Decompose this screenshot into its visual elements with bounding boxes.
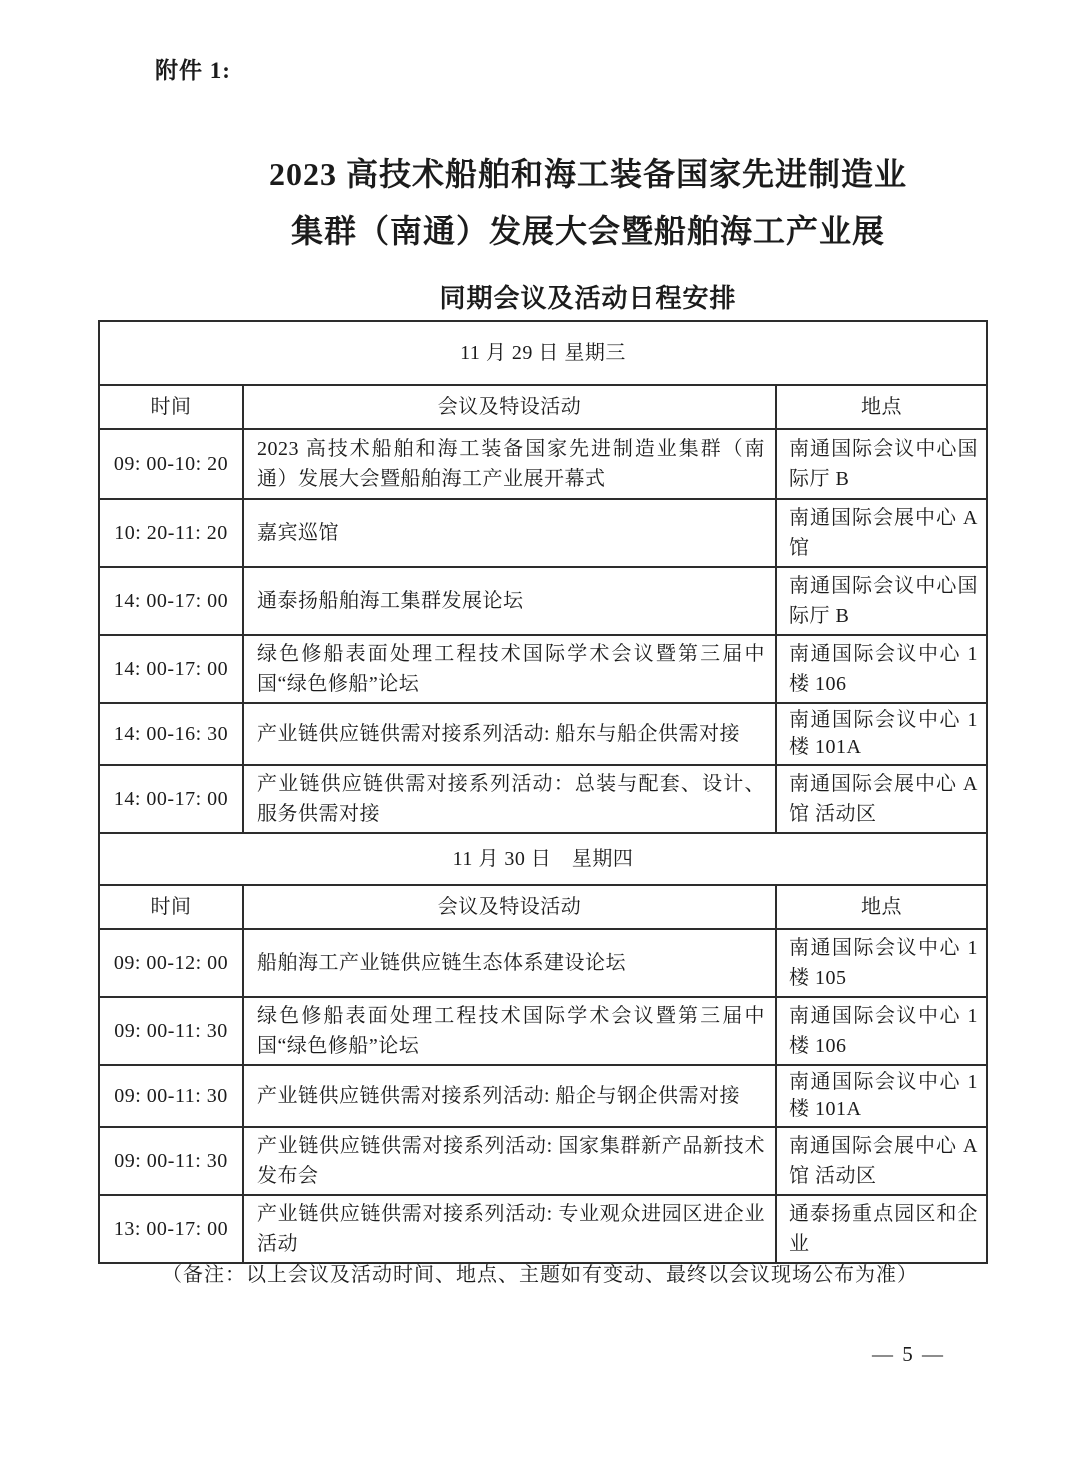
event-cell: 产业链供应链供需对接系列活动: 船东与船企供需对接 (243, 703, 776, 765)
day2-date-header: 11 月 30 日 星期四 (99, 833, 987, 885)
column-header-time: 时间 (99, 385, 243, 429)
location-cell: 南通国际会展中心 A 馆 (776, 499, 987, 567)
page-number: — 5 — (872, 1342, 945, 1366)
time-cell: 09: 00-10: 20 (99, 429, 243, 499)
time-cell: 14: 00-17: 00 (99, 765, 243, 833)
time-cell: 14: 00-16: 30 (99, 703, 243, 765)
table-row (99, 429, 987, 499)
attachment-label: 附件 1: (155, 58, 231, 83)
table-row (99, 765, 987, 833)
time-cell: 13: 00-17: 00 (99, 1195, 243, 1263)
time-cell: 09: 00-12: 00 (99, 929, 243, 997)
event-cell: 绿色修船表面处理工程技术国际学术会议暨第三届中国“绿色修船”论坛 (243, 997, 776, 1065)
location-cell: 通泰扬重点园区和企业 (776, 1195, 987, 1263)
time-cell: 09: 00-11: 30 (99, 997, 243, 1065)
time-cell: 10: 20-11: 20 (99, 499, 243, 567)
schedule-subtitle: 同期会议及活动日程安排 (439, 284, 737, 313)
document-title-line1: 2023 高技术船舶和海工装备国家先进制造业 (268, 156, 907, 192)
table-row (99, 1065, 987, 1127)
footnote: （备注：以上会议及活动时间、地点、主题如有变动、最终以会议现场公布为准） (162, 1264, 918, 1286)
event-cell: 产业链供应链供需对接系列活动：总装与配套、设计、服务供需对接 (243, 765, 776, 833)
location-cell: 南通国际会展中心 A 馆 活动区 (776, 1127, 987, 1195)
event-cell: 产业链供应链供需对接系列活动: 专业观众进园区进企业活动 (243, 1195, 776, 1263)
table-row (99, 635, 987, 703)
table-row (99, 703, 987, 765)
column-header-location: 地点 (776, 885, 987, 929)
event-cell: 产业链供应链供需对接系列活动: 船企与钢企供需对接 (243, 1065, 776, 1127)
table-row (99, 997, 987, 1065)
table-row (99, 1127, 987, 1195)
event-cell: 产业链供应链供需对接系列活动: 国家集群新产品新技术发布会 (243, 1127, 776, 1195)
table-row (99, 929, 987, 997)
location-cell: 南通国际会议中心 1 楼 106 (776, 997, 987, 1065)
event-cell: 绿色修船表面处理工程技术国际学术会议暨第三届中国“绿色修船”论坛 (243, 635, 776, 703)
table-row-day2-date (99, 833, 987, 885)
schedule-table (98, 320, 988, 1264)
table-row-day2-columns (99, 885, 987, 929)
column-header-time: 时间 (99, 885, 243, 929)
table-row-day1-columns (99, 385, 987, 429)
location-cell: 南通国际会议中心 1 楼 105 (776, 929, 987, 997)
location-cell: 南通国际会议中心 1 楼 106 (776, 635, 987, 703)
location-cell: 南通国际会议中心国际厅 B (776, 567, 987, 635)
table-row (99, 499, 987, 567)
location-cell: 南通国际会议中心 1 楼 101A (776, 703, 987, 765)
event-cell: 船舶海工产业链供应链生态体系建设论坛 (243, 929, 776, 997)
location-cell: 南通国际会展中心 A 馆 活动区 (776, 765, 987, 833)
column-header-event: 会议及特设活动 (243, 385, 776, 429)
table-row-day1-date (99, 321, 987, 385)
document-title-line2: 集群（南通）发展大会暨船舶海工产业展 (290, 213, 885, 249)
event-cell: 嘉宾巡馆 (243, 499, 776, 567)
column-header-event: 会议及特设活动 (243, 885, 776, 929)
event-cell: 2023 高技术船舶和海工装备国家先进制造业集群（南通）发展大会暨船舶海工产业展开幕式 (243, 429, 776, 499)
day1-date-header: 11 月 29 日 星期三 (99, 321, 987, 385)
document-title (98, 146, 1078, 260)
table-row (99, 567, 987, 635)
time-cell: 14: 00-17: 00 (99, 567, 243, 635)
table-row (99, 1195, 987, 1263)
time-cell: 14: 00-17: 00 (99, 635, 243, 703)
event-cell: 通泰扬船舶海工集群发展论坛 (243, 567, 776, 635)
column-header-location: 地点 (776, 385, 987, 429)
location-cell: 南通国际会议中心 1 楼 101A (776, 1065, 987, 1127)
time-cell: 09: 00-11: 30 (99, 1065, 243, 1127)
location-cell: 南通国际会议中心国际厅 B (776, 429, 987, 499)
time-cell: 09: 00-11: 30 (99, 1127, 243, 1195)
